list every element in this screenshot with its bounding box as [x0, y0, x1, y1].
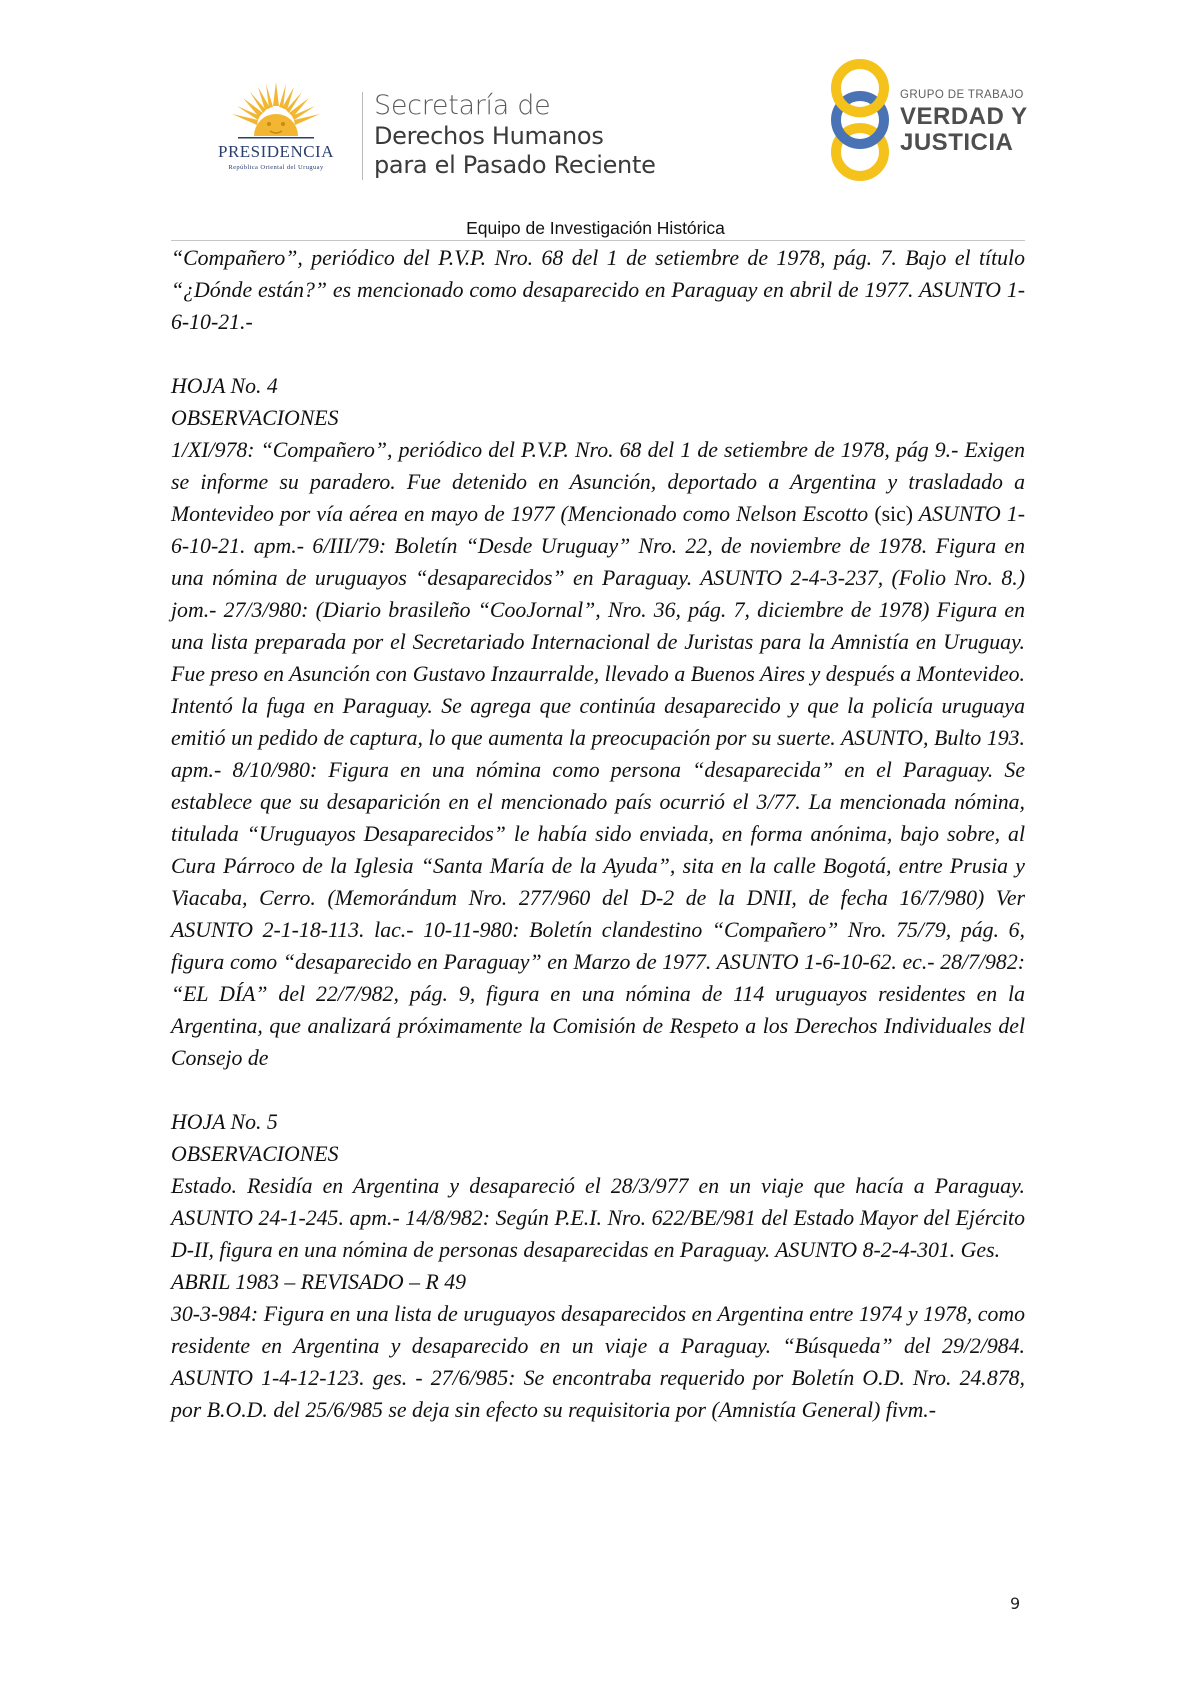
paragraph-2: [171, 434, 1025, 1074]
grupo-line-2: VERDAD Y: [900, 103, 1028, 130]
hoja-4-heading: HOJA No. 4: [171, 374, 278, 398]
secretaria-line-3: para el Pasado Reciente: [374, 151, 656, 179]
presidencia-subtitle: República Oriental del Uruguay: [228, 164, 324, 171]
sic-note: (sic): [874, 502, 914, 526]
paragraph-4: 30-3-984: Figura en una lista de uruguayos desaparecidos en Argentina entre 1974 y 1978, como residente en Argentina y desaparecido en un viaje a Paraguay. “Búsqueda” del 29/2/984. ASUNTO 1-4-12-123. ges. - 27/6/985: Se encontraba requerido por Boletín O.D. Nro. 24.878, por B.O.D. del 25/6/985 se deja sin efecto su requisitoria por (Amnistía General) fivm.-: [171, 1302, 1025, 1422]
grupo-line-3: JUSTICIA: [900, 129, 1014, 156]
team-title: Equipo de Investigación Histórica: [466, 218, 725, 238]
linked-rings-icon: [824, 58, 896, 183]
paragraph-1: “Compañero”, periódico del P.V.P. Nro. 68 del 1 de setiembre de 1978, pág. 7. Bajo el título “¿Dónde están?” es mencionado como desaparecido en Paraguay en abril de 1977. ASUNTO 1-6-10-21.-: [171, 246, 1025, 334]
page-number: 9: [1010, 1594, 1021, 1613]
spacer: [171, 1074, 1025, 1106]
revisado-line: ABRIL 1983 – REVISADO – R 49: [171, 1270, 467, 1294]
page-header: [0, 0, 1191, 240]
header-rule: [171, 240, 1025, 241]
logo-divider: [362, 92, 363, 180]
presidencia-name: PRESIDENCIA: [217, 142, 334, 161]
paragraph-2-part-a: 1/XI/978: “Compañero”, periódico del P.V.P. Nro. 68 del 1 de setiembre de 1978, pág 9.- Exigen se informe su paradero. Fue detenido en Asunción, deportado a Argentina y trasladado a Montevideo por vía aérea en mayo de 1977 (Mencionado como Nelson Escotto: [171, 438, 1025, 526]
hoja-5-heading: HOJA No. 5: [171, 1110, 278, 1134]
spacer: [171, 338, 1025, 370]
verdad-justicia-logo: [824, 58, 1034, 183]
document-body: [171, 242, 1025, 1426]
observaciones-5-heading: OBSERVACIONES: [171, 1142, 339, 1166]
secretaria-logo: [374, 90, 656, 180]
paragraph-2-part-b: ASUNTO 1-6-10-21. apm.- 6/III/79: Boletín “Desde Uruguay” Nro. 22, de noviembre de 1978. Figura en una nómina de uruguayos “desaparecidos” en Paraguay. ASUNTO 2-4-3-237, (Folio Nro. 8.) jom.- 27/3/980: (Diario brasileño “CooJornal”, Nro. 36, pág. 7, diciembre de 1978) Figura en una lista preparada por el Secretariado Internacional de Juristas para la Amnistía en Uruguay. Fue preso en Asunción con Gustavo Inzaurralde, llevado a Buenos Aires y después a Montevideo. Intentó la fuga en Paraguay. Se agrega que continúa desaparecido y que la policía uruguaya emitió un pedido de captura, lo que aumenta la preocupación por su suerte. ASUNTO, Bulto 193. apm.- 8/10/980: Figura en una nómina como persona “desaparecida” en el Paraguay. Se establece que su desaparición en el mencionado país ocurrió el 3/77. La mencionada nómina, titulada “Uruguayos Desaparecidos” le había sido enviada, en forma anónima, bajo sobre, al Cura Párroco de la Iglesia “Santa María de la Ayuda”, sita en la calle Bogotá, entre Prusia y Viacaba, Cerro. (Memorándum Nro. 277/960 del D-2 de la DNII, de fecha 16/7/980) Ver ASUNTO 2-1-18-113. lac.- 10-11-980: Boletín clandestino “Compañero” Nro. 75/79, pág. 6, figura como “desaparecido en Paraguay” en Marzo de 1977. ASUNTO 1-6-10-62. ec.- 28/7/982: “EL DÍA” del 22/7/982, pág. 9, figura en una nómina de 114 uruguayos residentes en la Argentina, que analizará próximamente la Comisión de Respeto a los Derechos Individuales del Consejo de: [171, 502, 1026, 1070]
sun-icon: [228, 80, 324, 142]
secretaria-line-2: Derechos Humanos: [374, 122, 604, 150]
grupo-line-1: GRUPO DE TRABAJO: [900, 89, 1024, 101]
observaciones-4-heading: OBSERVACIONES: [171, 406, 339, 430]
paragraph-3: Estado. Residía en Argentina y desapareció el 28/3/977 en un viaje que hacía a Paraguay. ASUNTO 24-1-245. apm.- 14/8/982: Según P.E.I. Nro. 622/BE/981 del Estado Mayor del Ejército D-II, figura en una nómina de personas desaparecidas en Paraguay. ASUNTO 8-2-4-301. Ges.: [171, 1174, 1025, 1262]
secretaria-line-1: Secretaría de: [374, 90, 551, 121]
presidencia-logo: [196, 80, 356, 180]
